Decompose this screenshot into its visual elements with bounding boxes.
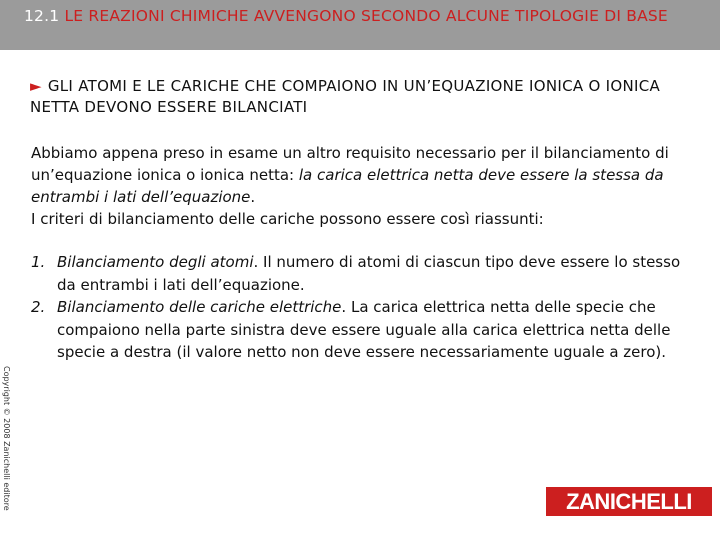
paragraph-second-line: I criteri di bilanciamento delle cariche possono essere così riassunti: [31,210,544,228]
list-item-number: 1. [31,253,46,271]
list-item-text: . Il numero di atomi di ciascun tipo deve essere lo stesso da entrambi i lati dell’equazione. [57,253,681,294]
list-item-heading: Bilanciamento delle cariche elettriche [57,298,342,316]
list-item [31,296,696,364]
publisher-logo: ZANICHELLI [546,487,712,516]
title-text: LE REAZIONI CHIMICHE AVVENGONO SECONDO ALCUNE TIPOLOGIE DI BASE [64,7,668,25]
list-item [31,251,696,296]
subtitle-text: GLI ATOMI E LE CARICHE CHE COMPAIONO IN UN’EQUAZIONE IONICA O IONICA NETTA DEVONO ESSERE BILANCIATI [30,77,661,116]
list-item-heading: Bilanciamento degli atomi [57,253,254,271]
list-item-number: 2. [31,298,46,316]
slide-subtitle [30,76,700,118]
slide-title [24,6,704,26]
list-item-text: . La carica elettrica netta delle specie che compaiono nella parte sinistra deve essere uguale alla carica elettrica netta delle specie a destra (il valore netto non deve essere necessariamente uguale a zero). [57,298,671,361]
body-paragraph [31,142,691,230]
title-bar [0,0,720,50]
paragraph-emphasis: la carica elettrica netta deve essere la stessa da entrambi i lati dell’equazione [31,166,664,206]
copyright-notice: Copyright © 2008 Zanichelli editore [2,366,11,511]
paragraph-intro: Abbiamo appena preso in esame un altro requisito necessario per il bilanciamento di un’equazione ionica o ionica netta: [31,144,669,184]
section-number: 12.1 [24,7,60,25]
criteria-list [31,251,696,364]
arrow-bullet-icon: ► [30,77,42,95]
paragraph-end: . [250,188,256,206]
